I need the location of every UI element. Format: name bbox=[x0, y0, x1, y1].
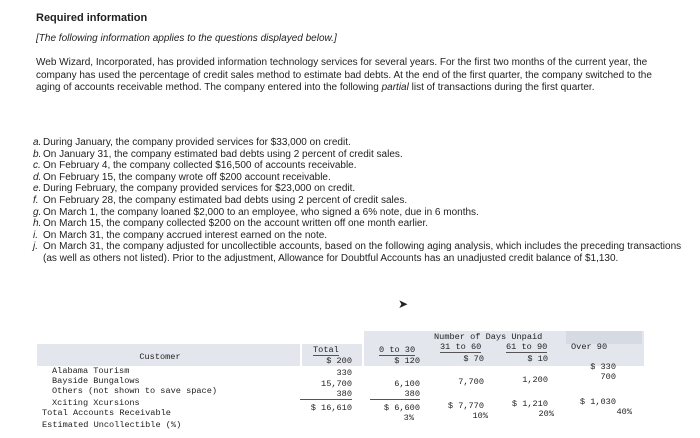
item-text: On February 28, the company estimated bad debts using 2 percent of credit sales. bbox=[43, 194, 408, 206]
item-text: On February 4, the company collected $16,500 of accounts receivable. bbox=[43, 160, 357, 172]
transaction-list bbox=[33, 137, 693, 265]
row-31-60: 7,700 bbox=[458, 377, 484, 387]
item-label: e. bbox=[33, 183, 42, 195]
row-0-30: 380 bbox=[370, 389, 420, 400]
row-customer: Others (not shown to save space) bbox=[52, 386, 218, 396]
row-0-30: $ 120 bbox=[394, 356, 420, 366]
item-text: On March 15, the company collected $200 on the account written off one month earlier. bbox=[43, 218, 429, 230]
pct-row-label: Estimated Uncollectible (%) bbox=[42, 420, 182, 430]
item-label: j. bbox=[33, 241, 38, 253]
item-label: a. bbox=[33, 137, 42, 148]
row-customer: Bayside Bungalows bbox=[52, 376, 140, 386]
row-over-90: $ 330 bbox=[590, 362, 616, 372]
total-row-0-30: $ 6,600 bbox=[383, 403, 420, 413]
total-row-over-90: $ 1,030 bbox=[579, 397, 616, 407]
list-item bbox=[33, 195, 693, 207]
list-item bbox=[33, 207, 693, 219]
item-text: On March 1, the company loaned $2,000 to an employee, who signed a 6% note, due in 6 months. bbox=[43, 206, 479, 218]
list-item bbox=[33, 183, 693, 195]
pct-row-over-90: 40% bbox=[616, 407, 632, 417]
item-label: f. bbox=[33, 194, 39, 206]
header-customer: Customer bbox=[139, 352, 181, 362]
pct-row-31-60: 10% bbox=[472, 411, 488, 421]
row-61-90: 1,200 bbox=[522, 375, 548, 385]
row-31-60: $ 70 bbox=[463, 354, 484, 364]
total-row-total: $ 16,610 bbox=[310, 403, 352, 413]
intro-partial: partial bbox=[381, 82, 409, 94]
list-item bbox=[33, 160, 693, 172]
pct-row-61-90: 20% bbox=[538, 409, 554, 419]
row-total: 15,700 bbox=[321, 379, 352, 389]
item-text: During February, the company provided services for $23,000 on credit. bbox=[43, 183, 356, 195]
row-customer: Xciting Xcursions bbox=[52, 398, 140, 408]
list-item bbox=[33, 230, 693, 242]
list-item bbox=[33, 137, 693, 149]
intro-text-1: Web Wizard, Incorporated, has provided information technology services for several years. For the first two months of the current year, the company has used the percentage of credit sales method to estimate bad debts. At the end of the first quarter, the company switched to the aging of accounts receivable method. The company entered into the following bbox=[36, 57, 652, 94]
group-header-days-unpaid: Number of Days Unpaid bbox=[434, 332, 543, 342]
item-label: c. bbox=[33, 160, 41, 172]
total-row-61-90: $ 1,210 bbox=[511, 399, 548, 409]
item-text: On February 15, the company wrote off $200 account receivable. bbox=[43, 171, 331, 183]
instruction-note: [The following information applies to the questions displayed below.] bbox=[36, 33, 337, 44]
item-text: During January, the company provided services for $33,000 on credit. bbox=[43, 137, 351, 148]
row-customer: Alabama Tourism bbox=[52, 366, 130, 376]
row-total: $ 200 bbox=[326, 356, 352, 366]
row-total: 330 bbox=[336, 368, 352, 378]
list-item bbox=[33, 218, 693, 230]
item-label: h. bbox=[33, 218, 42, 230]
item-text: On March 31, the company adjusted for uncollectible accounts, based on the following aging analysis, which includes the preceding transactions (as well as others not listed). Prior to the adjustment, Allowance for Doubtful Accounts has an unadjusted credit balance of $1,130. bbox=[43, 241, 682, 264]
mouse-cursor-icon: ➤ bbox=[398, 297, 409, 311]
total-row-31-60: $ 7,770 bbox=[447, 401, 484, 411]
list-item bbox=[33, 241, 693, 264]
header-over-90: Over 90 bbox=[571, 342, 608, 352]
item-label: i. bbox=[33, 229, 38, 241]
header-total: Total bbox=[313, 345, 339, 355]
item-text: On March 31, the company accrued interest earned on the note. bbox=[43, 229, 328, 241]
intro-paragraph bbox=[36, 57, 676, 95]
header-61-90: 61 to 90 bbox=[506, 342, 548, 352]
item-label: g. bbox=[33, 206, 42, 218]
row-61-90: $ 10 bbox=[527, 354, 548, 364]
item-label: b. bbox=[33, 148, 42, 160]
header-31-60: 31 to 60 bbox=[440, 342, 482, 352]
item-text: On January 31, the company estimated bad debts using 2 percent of credit sales. bbox=[43, 148, 403, 160]
page-title: Required information bbox=[36, 12, 148, 24]
header-0-30: 0 to 30 bbox=[379, 345, 416, 355]
intro-text-2: list of transactions during the first quarter. bbox=[408, 82, 595, 94]
row-0-30: 6,100 bbox=[394, 379, 420, 389]
item-label: d. bbox=[33, 171, 42, 183]
list-item bbox=[33, 172, 693, 184]
row-over-90: 700 bbox=[600, 372, 616, 382]
row-total: 380 bbox=[300, 389, 352, 400]
total-row-label: Total Accounts Receivable bbox=[42, 408, 171, 418]
list-item bbox=[33, 149, 693, 161]
pct-row-0-30: 3% bbox=[403, 413, 414, 423]
